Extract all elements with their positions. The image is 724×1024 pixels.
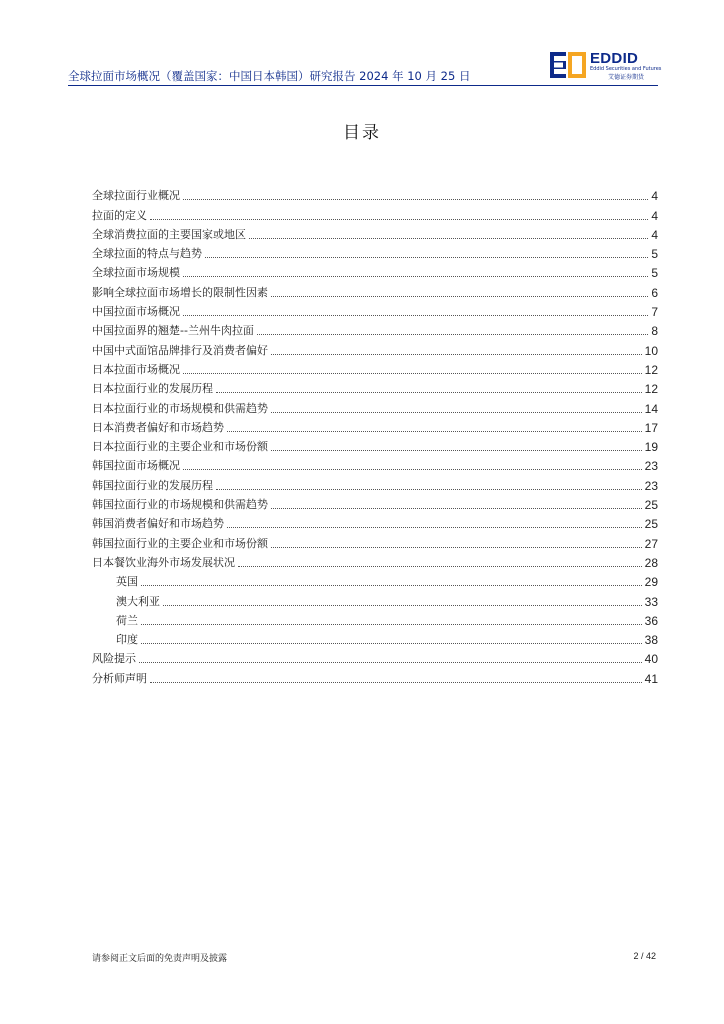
report-title: 全球拉面市场概况（覆盖国家：中国日本韩国）研究报告 2024 年 10 月 25 日 — [68, 69, 471, 83]
toc-entry-label: 日本拉面市场概况 — [92, 362, 180, 376]
toc-entry-page: 38 — [644, 633, 658, 648]
toc-entry-label: 韩国拉面市场概况 — [92, 459, 180, 473]
toc-entry-page: 8 — [651, 324, 658, 339]
toc-dot-leader — [271, 508, 642, 509]
toc-dot-leader — [271, 450, 642, 451]
toc-dot-leader — [257, 334, 648, 335]
toc-dot-leader — [249, 238, 648, 239]
toc-dot-leader — [183, 315, 648, 316]
toc-entry-page: 19 — [644, 440, 658, 455]
toc-entry-page: 7 — [651, 305, 658, 320]
toc-entry-label: 日本拉面行业的发展历程 — [92, 382, 213, 396]
toc-entry[interactable] — [92, 666, 658, 685]
disclaimer-note: 请参阅正文后面的免责声明及披露 — [92, 954, 228, 964]
toc-entry-page: 28 — [644, 555, 658, 570]
toc-entry[interactable] — [92, 454, 658, 473]
toc-entry-page: 25 — [644, 517, 658, 532]
toc-dot-leader — [141, 585, 642, 586]
toc-dot-leader — [183, 469, 642, 470]
logo-wordmark: EDDID — [590, 50, 639, 67]
toc-entry-page: 17 — [644, 420, 658, 435]
toc-entry[interactable] — [92, 473, 658, 492]
toc-dot-leader — [141, 624, 642, 625]
toc-entry[interactable] — [92, 647, 658, 666]
toc-entry[interactable] — [92, 531, 658, 550]
toc-entry-page: 36 — [644, 613, 658, 628]
toc-entry-label: 影响全球拉面市场增长的限制性因素 — [92, 285, 268, 299]
page-number: 2 / 42 — [633, 951, 656, 961]
toc-dot-leader — [150, 219, 648, 220]
toc-entry-page: 25 — [644, 498, 658, 513]
toc-entry[interactable] — [92, 570, 658, 589]
toc-dot-leader — [183, 276, 648, 277]
toc-entry-page: 29 — [644, 575, 658, 590]
toc-title: 目录 — [343, 123, 381, 143]
toc-entry-label: 澳大利亚 — [116, 594, 160, 608]
toc-dot-leader — [141, 643, 642, 644]
header-divider — [68, 85, 658, 86]
toc-entry[interactable] — [92, 223, 658, 242]
toc-entry-label: 日本拉面行业的主要企业和市场份额 — [92, 440, 268, 454]
toc-entry[interactable] — [92, 184, 658, 203]
toc-entry-label: 中国中式面馆品牌排行及消费者偏好 — [92, 343, 268, 357]
toc-entry-label: 中国拉面市场概况 — [92, 305, 180, 319]
toc-dot-leader — [271, 354, 642, 355]
toc-entry-label: 韩国拉面行业的主要企业和市场份额 — [92, 536, 268, 550]
toc-entry-label: 英国 — [116, 575, 138, 589]
toc-entry-page: 4 — [651, 189, 658, 204]
toc-dot-leader — [227, 431, 642, 432]
toc-dot-leader — [227, 527, 642, 528]
toc-entry-label: 全球拉面市场规模 — [92, 266, 180, 280]
toc-entry-label: 风险提示 — [92, 652, 136, 666]
toc-entry-label: 日本拉面行业的市场规模和供需趋势 — [92, 401, 268, 415]
toc-entry[interactable] — [92, 493, 658, 512]
toc-entry-page: 10 — [644, 343, 658, 358]
toc-entry-label: 荷兰 — [116, 613, 138, 627]
toc-dot-leader — [216, 489, 642, 490]
toc-entry-label: 拉面的定义 — [92, 208, 147, 222]
toc-dot-leader — [271, 547, 642, 548]
toc-entry-page: 5 — [651, 247, 658, 262]
page-header — [68, 50, 662, 84]
toc-entry[interactable] — [92, 300, 658, 319]
toc-entry[interactable] — [92, 203, 658, 222]
toc-entry-page: 12 — [644, 382, 658, 397]
toc-dot-leader — [271, 296, 648, 297]
toc-entry-label: 全球拉面的特点与趋势 — [92, 247, 202, 261]
toc-entry[interactable] — [92, 416, 658, 435]
toc-entry[interactable] — [92, 628, 658, 647]
toc-dot-leader — [205, 257, 648, 258]
toc-entry[interactable] — [92, 435, 658, 454]
table-of-contents — [92, 184, 658, 686]
toc-entry-page: 40 — [644, 652, 658, 667]
toc-entry[interactable] — [92, 589, 658, 608]
toc-entry-label: 日本餐饮业海外市场发展状况 — [92, 555, 235, 569]
toc-dot-leader — [150, 682, 642, 683]
toc-entry-page: 41 — [644, 671, 658, 686]
toc-dot-leader — [271, 412, 642, 413]
toc-entry[interactable] — [92, 396, 658, 415]
eddid-logo-mark-icon — [550, 52, 586, 78]
toc-dot-leader — [139, 662, 642, 663]
toc-entry[interactable] — [92, 377, 658, 396]
toc-entry[interactable] — [92, 242, 658, 261]
toc-dot-leader — [163, 605, 642, 606]
logo-chinese-name: 艾德证券期货 — [608, 74, 645, 81]
toc-entry[interactable] — [92, 338, 658, 357]
toc-entry-page: 33 — [644, 594, 658, 609]
eddid-logo — [550, 50, 662, 81]
toc-entry[interactable] — [92, 512, 658, 531]
toc-entry-label: 韩国拉面行业的发展历程 — [92, 478, 213, 492]
toc-entry-page: 5 — [651, 266, 658, 281]
toc-entry-label: 韩国拉面行业的市场规模和供需趋势 — [92, 498, 268, 512]
toc-entry[interactable] — [92, 319, 658, 338]
toc-entry-page: 4 — [651, 208, 658, 223]
toc-entry-label: 印度 — [116, 633, 138, 647]
toc-dot-leader — [183, 199, 648, 200]
toc-dot-leader — [183, 373, 642, 374]
toc-entry-label: 中国拉面界的翘楚--兰州牛肉拉面 — [92, 324, 254, 338]
toc-entry-page: 6 — [651, 285, 658, 300]
toc-entry-label: 分析师声明 — [92, 671, 147, 685]
toc-entry-page: 14 — [644, 401, 658, 416]
toc-entry[interactable] — [92, 261, 658, 280]
toc-entry-label: 韩国消费者偏好和市场趋势 — [92, 517, 224, 531]
toc-entry-label: 全球拉面行业概况 — [92, 189, 180, 203]
logo-subtitle: Eddid Securities and Futures — [590, 66, 662, 72]
toc-entry[interactable] — [92, 609, 658, 628]
toc-dot-leader — [238, 566, 642, 567]
toc-entry[interactable] — [92, 551, 658, 570]
toc-entry-label: 日本消费者偏好和市场趋势 — [92, 420, 224, 434]
toc-entry-page: 12 — [644, 362, 658, 377]
toc-dot-leader — [216, 392, 642, 393]
toc-entry-label: 全球消费拉面的主要国家或地区 — [92, 227, 246, 241]
toc-entry-page: 23 — [644, 459, 658, 474]
toc-entry[interactable] — [92, 358, 658, 377]
toc-entry-page: 27 — [644, 536, 658, 551]
toc-entry[interactable] — [92, 280, 658, 299]
toc-entry-page: 4 — [651, 227, 658, 242]
toc-entry-page: 23 — [644, 478, 658, 493]
